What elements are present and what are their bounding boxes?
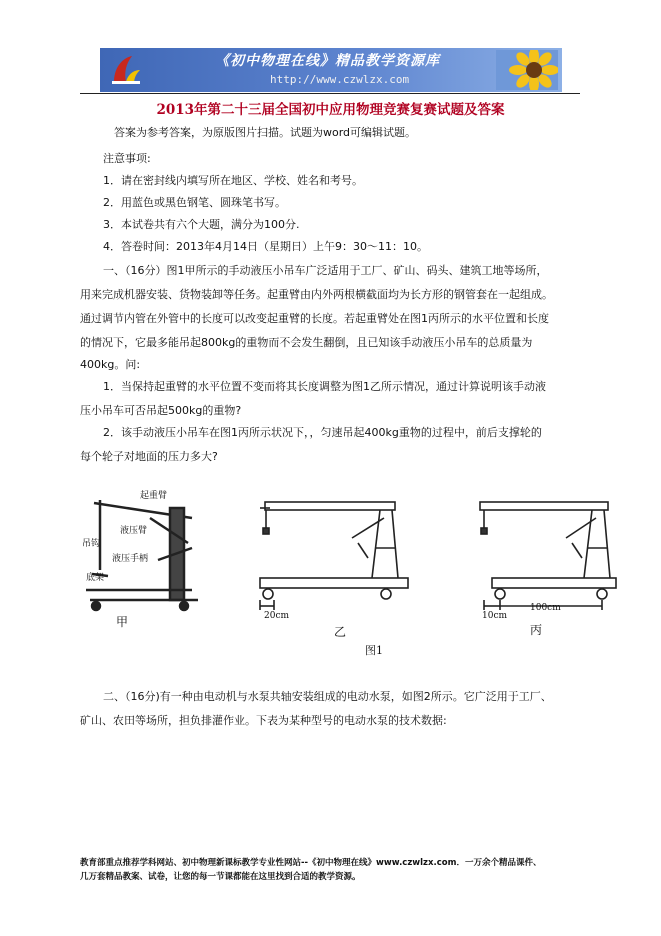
crane-diagram-bing	[480, 502, 616, 610]
footer-line: 教育部重点推荐学科网站、初中物理新课标教学专业性网站--《初中物理在线》www.czwlzx.com．一万余个精品课件、	[80, 858, 542, 868]
footer-line: 几万套精品教案、试卷，让您的每一节课都能在这里找到合适的教学资源。	[80, 872, 361, 882]
dim-label-bing-10cm: 10cm	[482, 611, 508, 621]
question-1-line: 的情况下，它最多能吊起800kg的重物而不会发生翻倒，且已知该手动液压小吊车的总质量为	[80, 336, 533, 349]
question-1-sub1: 压小吊车可否吊起500kg的重物?	[80, 404, 242, 417]
panel-label-jia: 甲	[116, 615, 129, 629]
figure-caption: 图1	[365, 644, 383, 657]
header-banner	[100, 48, 562, 92]
sunflower-icon	[496, 50, 558, 90]
intro-text: 答案为参考答案，为原版图片扫描。试题为word可编辑试题。	[114, 126, 417, 139]
label-hook: 吊钩	[82, 539, 101, 549]
notice-heading: 注意事项:	[103, 152, 151, 165]
question-2-line: 矿山、农田等场所，担负排灌作业。下表为某种型号的电动水泵的技术数据:	[80, 714, 447, 727]
question-1-sub2: 每个轮子对地面的压力多大?	[80, 450, 218, 463]
dim-label-yi-20cm: 20cm	[264, 611, 290, 621]
notice-item: 3．本试卷共有六个大题，满分为100分.	[103, 218, 300, 231]
notice-item: 1．请在密封线内填写所在地区、学校、姓名和考号。	[103, 174, 363, 187]
question-1-sub1: 1．当保持起重臂的水平位置不变而将其长度调整为图1乙所示情况，通过计算说明该手动液	[103, 380, 546, 393]
panel-label-bing: 丙	[530, 623, 543, 637]
banner-title: 《初中物理在线》精品教学资源库	[215, 53, 440, 69]
label-handle: 液压手柄	[112, 554, 149, 564]
notice-item: 2．用蓝色或黑色钢笔、圆珠笔书写。	[103, 196, 286, 209]
header-divider	[80, 93, 580, 94]
site-logo-icon	[108, 54, 142, 86]
notice-item: 4．答卷时间：2013年4月14日（星期日）上午9：30～11：10。	[103, 240, 428, 253]
question-1-line: 400kg。问:	[80, 358, 141, 371]
question-2-line: 二、（16分)有一种由电动机与水泵共轴安装组成的电动水泵，如图2所示。它广泛用于工厂、	[103, 690, 552, 703]
dim-label-bing-100cm: 100cm	[530, 603, 561, 613]
question-1-line: 一、（16分）图1甲所示的手动液压小吊车广泛适用于工厂、矿山、码头、建筑工地等场所，	[103, 264, 548, 277]
question-1-sub2: 2．该手动液压小吊车在图1丙所示状况下，，匀速吊起400kg重物的过程中，前后支撑轮的	[103, 426, 542, 439]
question-1-line: 用来完成机器安装、货物装卸等任务。起重臂由内外两根横截面均为长方形的钢管套在一起组成。	[80, 288, 553, 301]
label-base: 底架	[86, 573, 105, 583]
question-1-line: 通过调节内管在外管中的长度可以改变起重臂的长度。若起重臂处在图1丙所示的水平位置和长度	[80, 312, 549, 325]
label-arm: 起重臂	[140, 491, 168, 501]
crane-diagram-yi	[260, 502, 408, 610]
figure-1-crane-diagram	[80, 488, 620, 668]
page-title: 2013年第二十三届全国初中应用物理竞赛复赛试题及答案	[156, 102, 505, 118]
banner-url[interactable]: http://www.czwlzx.com	[270, 73, 410, 86]
label-hydraulic-arm: 液压臂	[120, 526, 148, 536]
panel-label-yi: 乙	[334, 625, 347, 639]
